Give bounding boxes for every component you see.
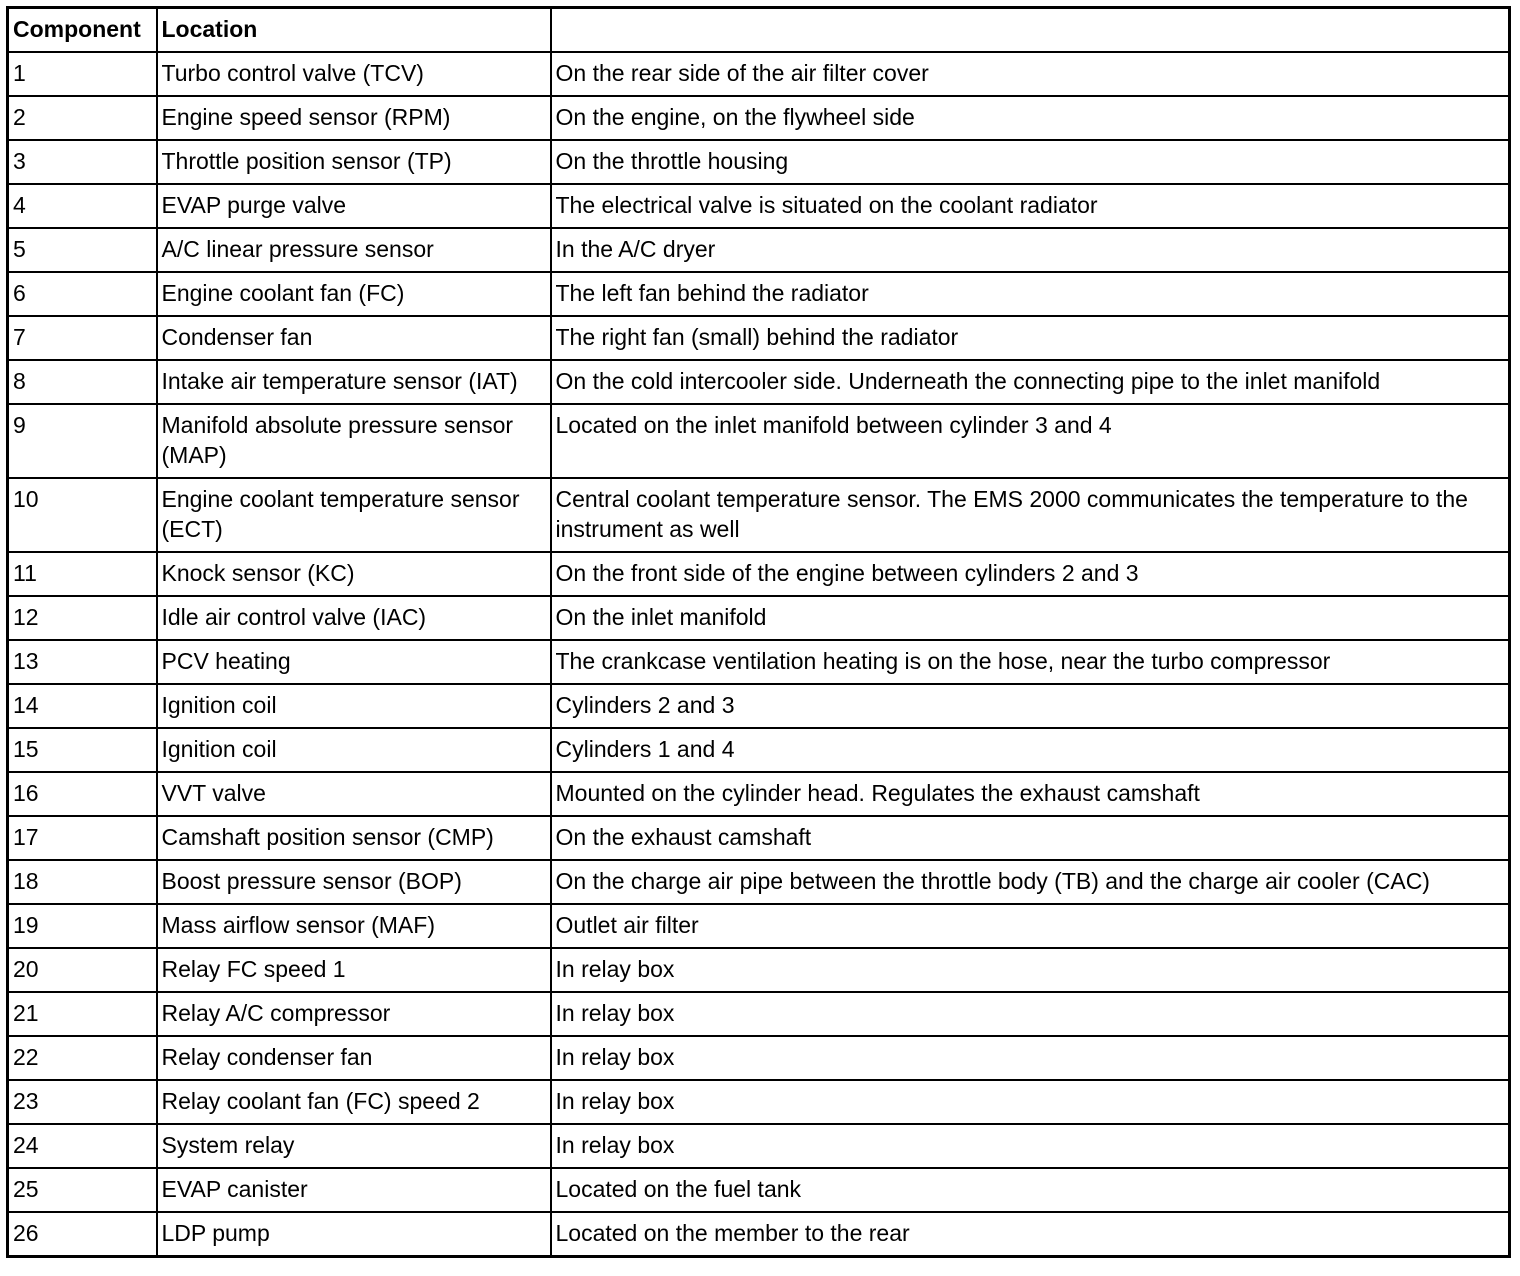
- component-name: Ignition coil: [157, 728, 551, 772]
- component-name: EVAP purge valve: [157, 184, 551, 228]
- component-location: Located on the member to the rear: [551, 1212, 1510, 1257]
- component-number: 20: [8, 948, 157, 992]
- component-number: 24: [8, 1124, 157, 1168]
- component-name: Engine speed sensor (RPM): [157, 96, 551, 140]
- component-number: 2: [8, 96, 157, 140]
- component-number: 19: [8, 904, 157, 948]
- table-row: [8, 552, 1510, 596]
- table-row: [8, 52, 1510, 96]
- component-name: EVAP canister: [157, 1168, 551, 1212]
- header-row: [8, 8, 1510, 53]
- table-row: [8, 1212, 1510, 1257]
- component-number: 13: [8, 640, 157, 684]
- component-number: 23: [8, 1080, 157, 1124]
- component-location-table: [6, 6, 1511, 1258]
- component-number: 21: [8, 992, 157, 1036]
- table-row: [8, 404, 1510, 478]
- table-row: [8, 860, 1510, 904]
- component-location: Located on the fuel tank: [551, 1168, 1510, 1212]
- component-number: 22: [8, 1036, 157, 1080]
- table-row: [8, 1036, 1510, 1080]
- table-body: [8, 52, 1510, 1257]
- table-row: [8, 684, 1510, 728]
- table-row: [8, 360, 1510, 404]
- component-location: Outlet air filter: [551, 904, 1510, 948]
- component-location: Cylinders 2 and 3: [551, 684, 1510, 728]
- component-location: On the throttle housing: [551, 140, 1510, 184]
- component-name: Camshaft position sensor (CMP): [157, 816, 551, 860]
- table-row: [8, 140, 1510, 184]
- component-name: Engine coolant fan (FC): [157, 272, 551, 316]
- table-row: [8, 816, 1510, 860]
- component-number: 1: [8, 52, 157, 96]
- component-number: 6: [8, 272, 157, 316]
- table-row: [8, 272, 1510, 316]
- component-name: Condenser fan: [157, 316, 551, 360]
- component-name: System relay: [157, 1124, 551, 1168]
- component-number: 26: [8, 1212, 157, 1257]
- component-number: 11: [8, 552, 157, 596]
- component-name: PCV heating: [157, 640, 551, 684]
- table-row: [8, 992, 1510, 1036]
- component-location: In the A/C dryer: [551, 228, 1510, 272]
- component-location: In relay box: [551, 992, 1510, 1036]
- table-row: [8, 728, 1510, 772]
- component-number: 12: [8, 596, 157, 640]
- component-number: 18: [8, 860, 157, 904]
- component-location: On the rear side of the air filter cover: [551, 52, 1510, 96]
- component-number: 16: [8, 772, 157, 816]
- component-location: The crankcase ventilation heating is on the hose, near the turbo compressor: [551, 640, 1510, 684]
- component-location: The right fan (small) behind the radiator: [551, 316, 1510, 360]
- component-location: The left fan behind the radiator: [551, 272, 1510, 316]
- table-row: [8, 640, 1510, 684]
- component-number: 10: [8, 478, 157, 552]
- component-name: VVT valve: [157, 772, 551, 816]
- component-name: Relay condenser fan: [157, 1036, 551, 1080]
- component-location: On the charge air pipe between the throttle body (TB) and the charge air cooler (CAC): [551, 860, 1510, 904]
- component-name: Mass airflow sensor (MAF): [157, 904, 551, 948]
- component-number: 5: [8, 228, 157, 272]
- table-row: [8, 184, 1510, 228]
- table-row: [8, 1080, 1510, 1124]
- component-number: 25: [8, 1168, 157, 1212]
- component-location: In relay box: [551, 1036, 1510, 1080]
- component-location: Cylinders 1 and 4: [551, 728, 1510, 772]
- component-location: On the front side of the engine between cylinders 2 and 3: [551, 552, 1510, 596]
- table-row: [8, 596, 1510, 640]
- header-location: Location: [157, 8, 551, 53]
- component-number: 9: [8, 404, 157, 478]
- component-location: On the cold intercooler side. Underneath the connecting pipe to the inlet manifold: [551, 360, 1510, 404]
- component-name: Turbo control valve (TCV): [157, 52, 551, 96]
- component-name: Relay A/C compressor: [157, 992, 551, 1036]
- table-row: [8, 772, 1510, 816]
- component-name: Ignition coil: [157, 684, 551, 728]
- table-row: [8, 478, 1510, 552]
- table-row: [8, 948, 1510, 992]
- component-name: Idle air control valve (IAC): [157, 596, 551, 640]
- component-number: 3: [8, 140, 157, 184]
- component-name: Relay FC speed 1: [157, 948, 551, 992]
- component-name: LDP pump: [157, 1212, 551, 1257]
- component-name: Boost pressure sensor (BOP): [157, 860, 551, 904]
- component-number: 15: [8, 728, 157, 772]
- component-name: Knock sensor (KC): [157, 552, 551, 596]
- component-name: Engine coolant temperature sensor (ECT): [157, 478, 551, 552]
- component-location: On the inlet manifold: [551, 596, 1510, 640]
- table-row: [8, 96, 1510, 140]
- table-row: [8, 904, 1510, 948]
- component-name: Throttle position sensor (TP): [157, 140, 551, 184]
- component-location: Mounted on the cylinder head. Regulates the exhaust camshaft: [551, 772, 1510, 816]
- component-name: A/C linear pressure sensor: [157, 228, 551, 272]
- component-location: In relay box: [551, 1080, 1510, 1124]
- component-name: Manifold absolute pressure sensor (MAP): [157, 404, 551, 478]
- component-number: 8: [8, 360, 157, 404]
- component-location: Located on the inlet manifold between cylinder 3 and 4: [551, 404, 1510, 478]
- component-location: The electrical valve is situated on the coolant radiator: [551, 184, 1510, 228]
- component-number: 14: [8, 684, 157, 728]
- table-row: [8, 228, 1510, 272]
- component-name: Intake air temperature sensor (IAT): [157, 360, 551, 404]
- component-location: On the exhaust camshaft: [551, 816, 1510, 860]
- component-number: 7: [8, 316, 157, 360]
- component-location: On the engine, on the flywheel side: [551, 96, 1510, 140]
- header-component: Component: [8, 8, 157, 53]
- table-row: [8, 316, 1510, 360]
- component-location: In relay box: [551, 1124, 1510, 1168]
- component-location: In relay box: [551, 948, 1510, 992]
- header-extra: [551, 8, 1510, 53]
- component-number: 17: [8, 816, 157, 860]
- component-name: Relay coolant fan (FC) speed 2: [157, 1080, 551, 1124]
- component-location: Central coolant temperature sensor. The EMS 2000 communicates the temperature to the instrument as well: [551, 478, 1510, 552]
- table-row: [8, 1124, 1510, 1168]
- table-row: [8, 1168, 1510, 1212]
- component-number: 4: [8, 184, 157, 228]
